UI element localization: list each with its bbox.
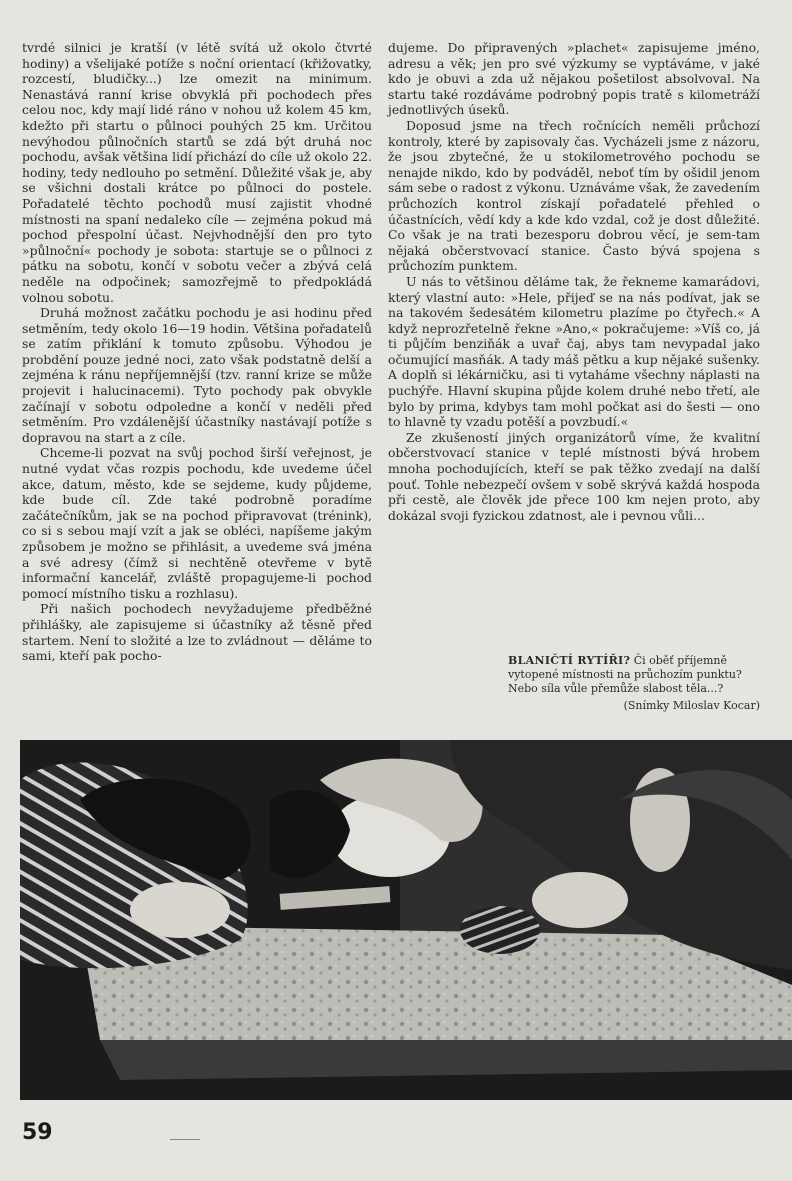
paragraph: Doposud jsme na třech ročnících neměli průchozí kontroly, které by zapisovaly čas. Vycházeli jsme z názoru, že jsou zbytečné, že u stokilometrového pochodu se nenajde nikdo, kdo by podváděl, neboť tím by ošidil jenom sám sebe o radost z výkonu. Uznáváme však, že zavedením průchozích kontrol získají pořadatelé přehled o účastnících, vědí kdy a kde kdo vzdal, což je dost důležité. Co však je na trati bezesporu dobrou věcí, je sem-tam nějaká občerstvovací stanice. Často bývá spojena s průchozím punktem. bbox=[388, 117, 760, 274]
paragraph: Ze zkušeností jiných organizátorů víme, že kvalitní občerstvovací stanice v teplé místnosti bývá hrobem mnoha pochodujících, kteří se pak těžko zvedají na další pouť. Tohle nebezpečí ovšem v sobě skrývá každá hospoda při cestě, ale člověk jde přece 100 km nejen proto, aby dokázal svoji fyzickou zdatnost, ale i pevnou vůli... bbox=[388, 429, 760, 523]
caption-headline: BLANIČTÍ RYTÍŘI? bbox=[508, 654, 631, 667]
photo-sleeping-hikers bbox=[20, 740, 792, 1100]
footer-rule bbox=[170, 1139, 200, 1140]
paragraph: dujeme. Do připravených »plachet« zapisujeme jméno, adresu a věk; jen pro své výzkumy se vyptáváme, v jaké kdo je obuvi a zda už nějakou pošetilost absolvoval. Na startu také rozdáváme podrobný popis tratě s kilometráží jednotlivých úseků. bbox=[388, 40, 760, 118]
photo-illustration bbox=[20, 740, 792, 1100]
striped-cap bbox=[460, 906, 540, 954]
photo-credit: (Snímky Miloslav Kocar) bbox=[623, 699, 760, 712]
paragraph: U nás to většinou děláme tak, že řekneme kamarádovi, který vlastní auto: »Hele, přijeď se na nás podívat, jak se na takovém šedesátém kilometru plazíme po čtyřech.« A když neprozřetelně řekne »Ano,« pokračujeme: »Víš co, já ti půjčím benziňák a uvař čaj, abys tam nevypadal jako očumující masňák. A tady máš pětku a kup nějaké sušenky. A doplň si lékárničku, asi ti vytaháme všechny náplasti na puchýře. Hlavní skupina půjde kolem druhé nebo třetí, ale bylo by prima, kdybys tam mohl počkat asi do šesti — ono to hlavně ty vzadu potěší a povzbudí.« bbox=[388, 273, 760, 430]
paragraph: tvrdé silnici je kratší (v létě svítá už okolo čtvrté hodiny) a všelijaké potíže s noční orientací (křižovatky, rozcestí, bludičky...) lze omezit na minimum. Nenastává ranní krise obvyklá při pochodech přes celou noc, kdy mají lidé ráno v nohou už kolem 45 km, kdežto při startu o půlnoci pouhých 25 km. Určitou nevýhodou půlnočních startů se zdá být druhá noc pochodu, avšak většina lidí přichází do cíle už okolo 22. hodiny, tedy nedlouho po setmění. Důležité však je, aby se všichni dostali krátce po půlnoci do postele. Pořadatelé těchto pochodů musí zajistit vhodné místnosti na spaní nedaleko cíle — zejména pokud má pochod přespolní účast. Nejvhodnější den pro tyto »půlnoční« pochody je sobota: startuje se o půlnoci z pátku na sobotu, končí v sobotu večer a zbývá celá neděle na odpočinek; samozřejmě to předpokládá volnou sobotu. bbox=[22, 40, 372, 305]
paragraph: Chceme-li pozvat na svůj pochod širší veřejnost, je nutné vydat včas rozpis pochodu, kde uvedeme účel akce, datum, město, kde se sejdeme, kudy půjdeme, kde bude cíl. Zde také podrobně poradíme začátečníkům, jak se na pochod připravovat (trénink), co si s sebou mají vzít a jak se obléci, napíšeme jakým způsobem je možno se přihlásit, a uvedeme svá jména a své adresy (čímž si nechtěně otevřeme v bytě informační kancelář, zvláště propagujeme-li pochod pomocí místního tisku a rozhlasu). bbox=[22, 445, 372, 601]
paragraph: Druhá možnost začátku pochodu je asi hodinu před setměním, tedy okolo 16—19 hodin. Většina pořadatelů se zatím přiklání k tomuto způsobu. Výhodou je probdění pouze jedné noci, zato však podstatně delší a zejména k ránu nepříjemnější (tzv. ranní krize se může projevit i halucinacemi). Tyto pochody pak obvykle začínají v sobotu odpoledne a končí v neděli před setměním. Pro vzdálenější účastníky nastávají potíže s dopravou na start a z cíle. bbox=[22, 305, 372, 445]
photo-caption bbox=[508, 654, 760, 713]
paragraph: Při našich pochodech nevyžadujeme předběžné přihlášky, ale zapisujeme si účastníky až těsně před startem. Není to složité a lze to zvládnout — děláme to sami, kteří pak pocho- bbox=[22, 601, 372, 664]
page-number: 59 bbox=[22, 1120, 53, 1145]
left-text-column bbox=[22, 40, 372, 664]
right-text-column bbox=[388, 40, 760, 523]
caption-text: Či oběť příjemně vytopené místnosti na průchozím punktu? Nebo síla vůle přemůže slabost těla...? bbox=[508, 654, 742, 695]
